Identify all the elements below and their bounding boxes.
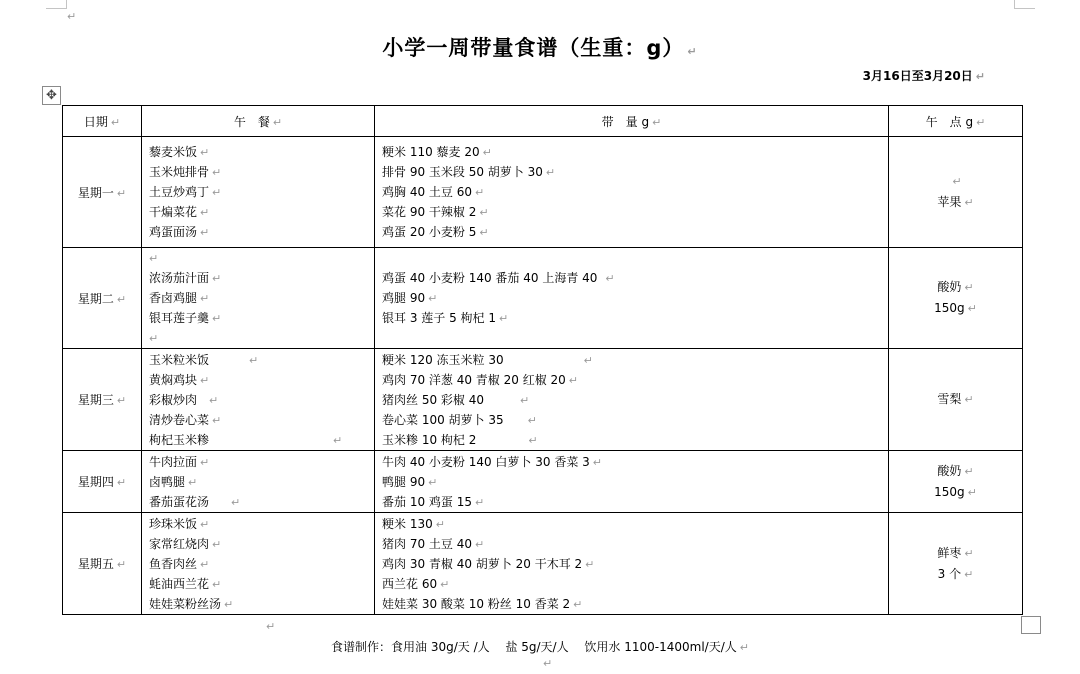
dish-line: 蚝油西兰花 ↵ bbox=[149, 576, 222, 591]
amount-line: 玉米糁 10 枸杞 2 ↵ bbox=[382, 432, 538, 447]
dish-line: ↵ bbox=[149, 332, 159, 345]
snack-cell bbox=[889, 513, 1023, 615]
snack-line: ↵ bbox=[952, 175, 962, 188]
table-resize-handle[interactable] bbox=[1021, 616, 1041, 634]
day-cell: 星期一 ↵ bbox=[63, 137, 142, 248]
amount-line: 粳米 120 冻玉米粒 30 ↵ bbox=[382, 352, 593, 367]
amount-line: 牛肉 40 小麦粉 140 白萝卜 30 香菜 3 ↵ bbox=[382, 454, 602, 469]
snack-cell bbox=[889, 248, 1023, 349]
snack-line: 150g ↵ bbox=[934, 301, 977, 315]
recipe-footer bbox=[0, 638, 1080, 655]
day-cell: 星期四 ↵ bbox=[63, 451, 142, 513]
amount-line: 鸡腿 90 ↵ bbox=[382, 291, 438, 305]
amount-line: 卷心菜 100 胡萝卜 35 ↵ bbox=[382, 412, 537, 427]
snack-line: 酸奶 ↵ bbox=[937, 280, 974, 294]
amount-line: 银耳 3 莲子 5 枸杞 1 ↵ bbox=[382, 311, 509, 325]
amount-line: 粳米 130 ↵ bbox=[382, 516, 445, 531]
amounts-cell bbox=[375, 513, 889, 615]
amount-line: 鸡蛋 20 小麦粉 5 ↵ bbox=[382, 225, 489, 239]
dish-line: 香卤鸡腿 ↵ bbox=[149, 291, 210, 305]
date-range bbox=[863, 67, 985, 84]
dish-line: 鱼香肉丝 ↵ bbox=[149, 556, 210, 571]
snack-line: 苹果 ↵ bbox=[937, 195, 974, 209]
page-corner-mark-right bbox=[1014, 0, 1035, 9]
snack-cell bbox=[889, 349, 1023, 451]
snack-line: 3 个 ↵ bbox=[937, 566, 974, 581]
footer-text: 食谱制作：食用油 30g/天 /人 盐 5g/天/人 饮用水 1100-1400ml/天/人 bbox=[331, 640, 737, 654]
table-row bbox=[63, 451, 1023, 513]
table-move-handle-icon[interactable]: ✥ bbox=[42, 86, 61, 105]
dish-line: 干煸菜花 ↵ bbox=[149, 205, 210, 219]
dish-line: 枸杞玉米糁 ↵ bbox=[149, 432, 343, 447]
dish-line: 彩椒炒肉 ↵ bbox=[149, 392, 219, 407]
dish-line: 牛肉拉面 ↵ bbox=[149, 454, 210, 469]
page-corner-mark-left bbox=[46, 0, 67, 9]
amount-line: 排骨 90 玉米段 50 胡萝卜 30 ↵ bbox=[382, 165, 556, 179]
snack-line: 150g ↵ bbox=[934, 484, 977, 499]
dish-line: 浓汤茄汁面 ↵ bbox=[149, 271, 222, 285]
dishes-cell bbox=[142, 513, 375, 615]
dish-line: 黄焖鸡块 ↵ bbox=[149, 372, 210, 387]
dish-line: 清炒卷心菜 ↵ bbox=[149, 412, 222, 427]
dish-line: 娃娃菜粉丝汤 ↵ bbox=[149, 596, 234, 611]
amounts-cell bbox=[375, 248, 889, 349]
dish-line: 鸡蛋面汤 ↵ bbox=[149, 225, 210, 239]
dish-line: 玉米粒米饭 ↵ bbox=[149, 352, 259, 367]
dish-line: 藜麦米饭 ↵ bbox=[149, 145, 210, 159]
dish-line: 玉米炖排骨 ↵ bbox=[149, 165, 222, 179]
amount-line: 菜花 90 干辣椒 2 ↵ bbox=[382, 205, 489, 219]
paragraph-mark: ↵ bbox=[266, 620, 276, 633]
paragraph-mark: ↵ bbox=[975, 70, 985, 83]
amount-line: 鸡胸 40 土豆 60 ↵ bbox=[382, 185, 485, 199]
day-cell: 星期二 ↵ bbox=[63, 248, 142, 349]
amount-line: 西兰花 60 ↵ bbox=[382, 576, 450, 591]
amount-line: 鸡蛋 40 小麦粉 140 番茄 40 上海青 40 ↵ bbox=[382, 271, 615, 285]
table-row bbox=[63, 349, 1023, 451]
table-row bbox=[63, 137, 1023, 248]
table-row bbox=[63, 513, 1023, 615]
amounts-cell bbox=[375, 349, 889, 451]
amounts-cell bbox=[375, 451, 889, 513]
paragraph-mark: ↵ bbox=[687, 45, 698, 58]
header-day: 日期 ↵ bbox=[63, 106, 142, 137]
paragraph-mark: ↵ bbox=[739, 641, 749, 654]
dish-line: ↵ bbox=[149, 252, 159, 265]
paragraph-mark: ↵ bbox=[543, 657, 553, 670]
menu-table bbox=[62, 105, 1023, 615]
day-cell: 星期五 ↵ bbox=[63, 513, 142, 615]
snack-line: 鲜枣 ↵ bbox=[937, 545, 974, 560]
amount-line: 猪肉丝 50 彩椒 40 ↵ bbox=[382, 392, 530, 407]
dishes-cell bbox=[142, 137, 375, 248]
table-header-row bbox=[63, 106, 1023, 137]
dish-line: 番茄蛋花汤 ↵ bbox=[149, 494, 241, 509]
dish-line: 珍珠米饭 ↵ bbox=[149, 516, 210, 531]
snack-line: 酸奶 ↵ bbox=[937, 463, 974, 478]
document-title bbox=[0, 32, 1080, 62]
header-amount: 带 量 g ↵ bbox=[375, 106, 889, 137]
day-cell: 星期三 ↵ bbox=[63, 349, 142, 451]
dish-line: 银耳莲子羹 ↵ bbox=[149, 311, 222, 325]
amount-line: 鸡肉 30 青椒 40 胡萝卜 20 干木耳 2 ↵ bbox=[382, 556, 595, 571]
dish-line: 土豆炒鸡丁 ↵ bbox=[149, 185, 222, 199]
paragraph-mark: ↵ bbox=[67, 10, 77, 23]
amount-line: 娃娃菜 30 酸菜 10 粉丝 10 香菜 2 ↵ bbox=[382, 596, 583, 611]
amount-line: 鸡肉 70 洋葱 40 青椒 20 红椒 20 ↵ bbox=[382, 372, 578, 387]
amount-line: 鸭腿 90 ↵ bbox=[382, 474, 438, 489]
date-range-text: 3月16日至3月20日 bbox=[862, 69, 973, 83]
dishes-cell bbox=[142, 451, 375, 513]
amount-line: 番茄 10 鸡蛋 15 ↵ bbox=[382, 494, 485, 509]
amount-line: 粳米 110 藜麦 20 ↵ bbox=[382, 145, 492, 159]
snack-cell bbox=[889, 451, 1023, 513]
header-snack: 午 点 g ↵ bbox=[889, 106, 1023, 137]
dishes-cell bbox=[142, 349, 375, 451]
dishes-cell bbox=[142, 248, 375, 349]
header-lunch: 午 餐 ↵ bbox=[142, 106, 375, 137]
table-row bbox=[63, 248, 1023, 349]
dish-line: 卤鸭腿 ↵ bbox=[149, 474, 198, 489]
snack-cell bbox=[889, 137, 1023, 248]
title-text: 小学一周带量食谱（生重：g） bbox=[382, 36, 685, 60]
dish-line: 家常红烧肉 ↵ bbox=[149, 536, 222, 551]
amounts-cell bbox=[375, 137, 889, 248]
amount-line: 猪肉 70 土豆 40 ↵ bbox=[382, 536, 485, 551]
snack-line: 雪梨 ↵ bbox=[937, 392, 974, 406]
